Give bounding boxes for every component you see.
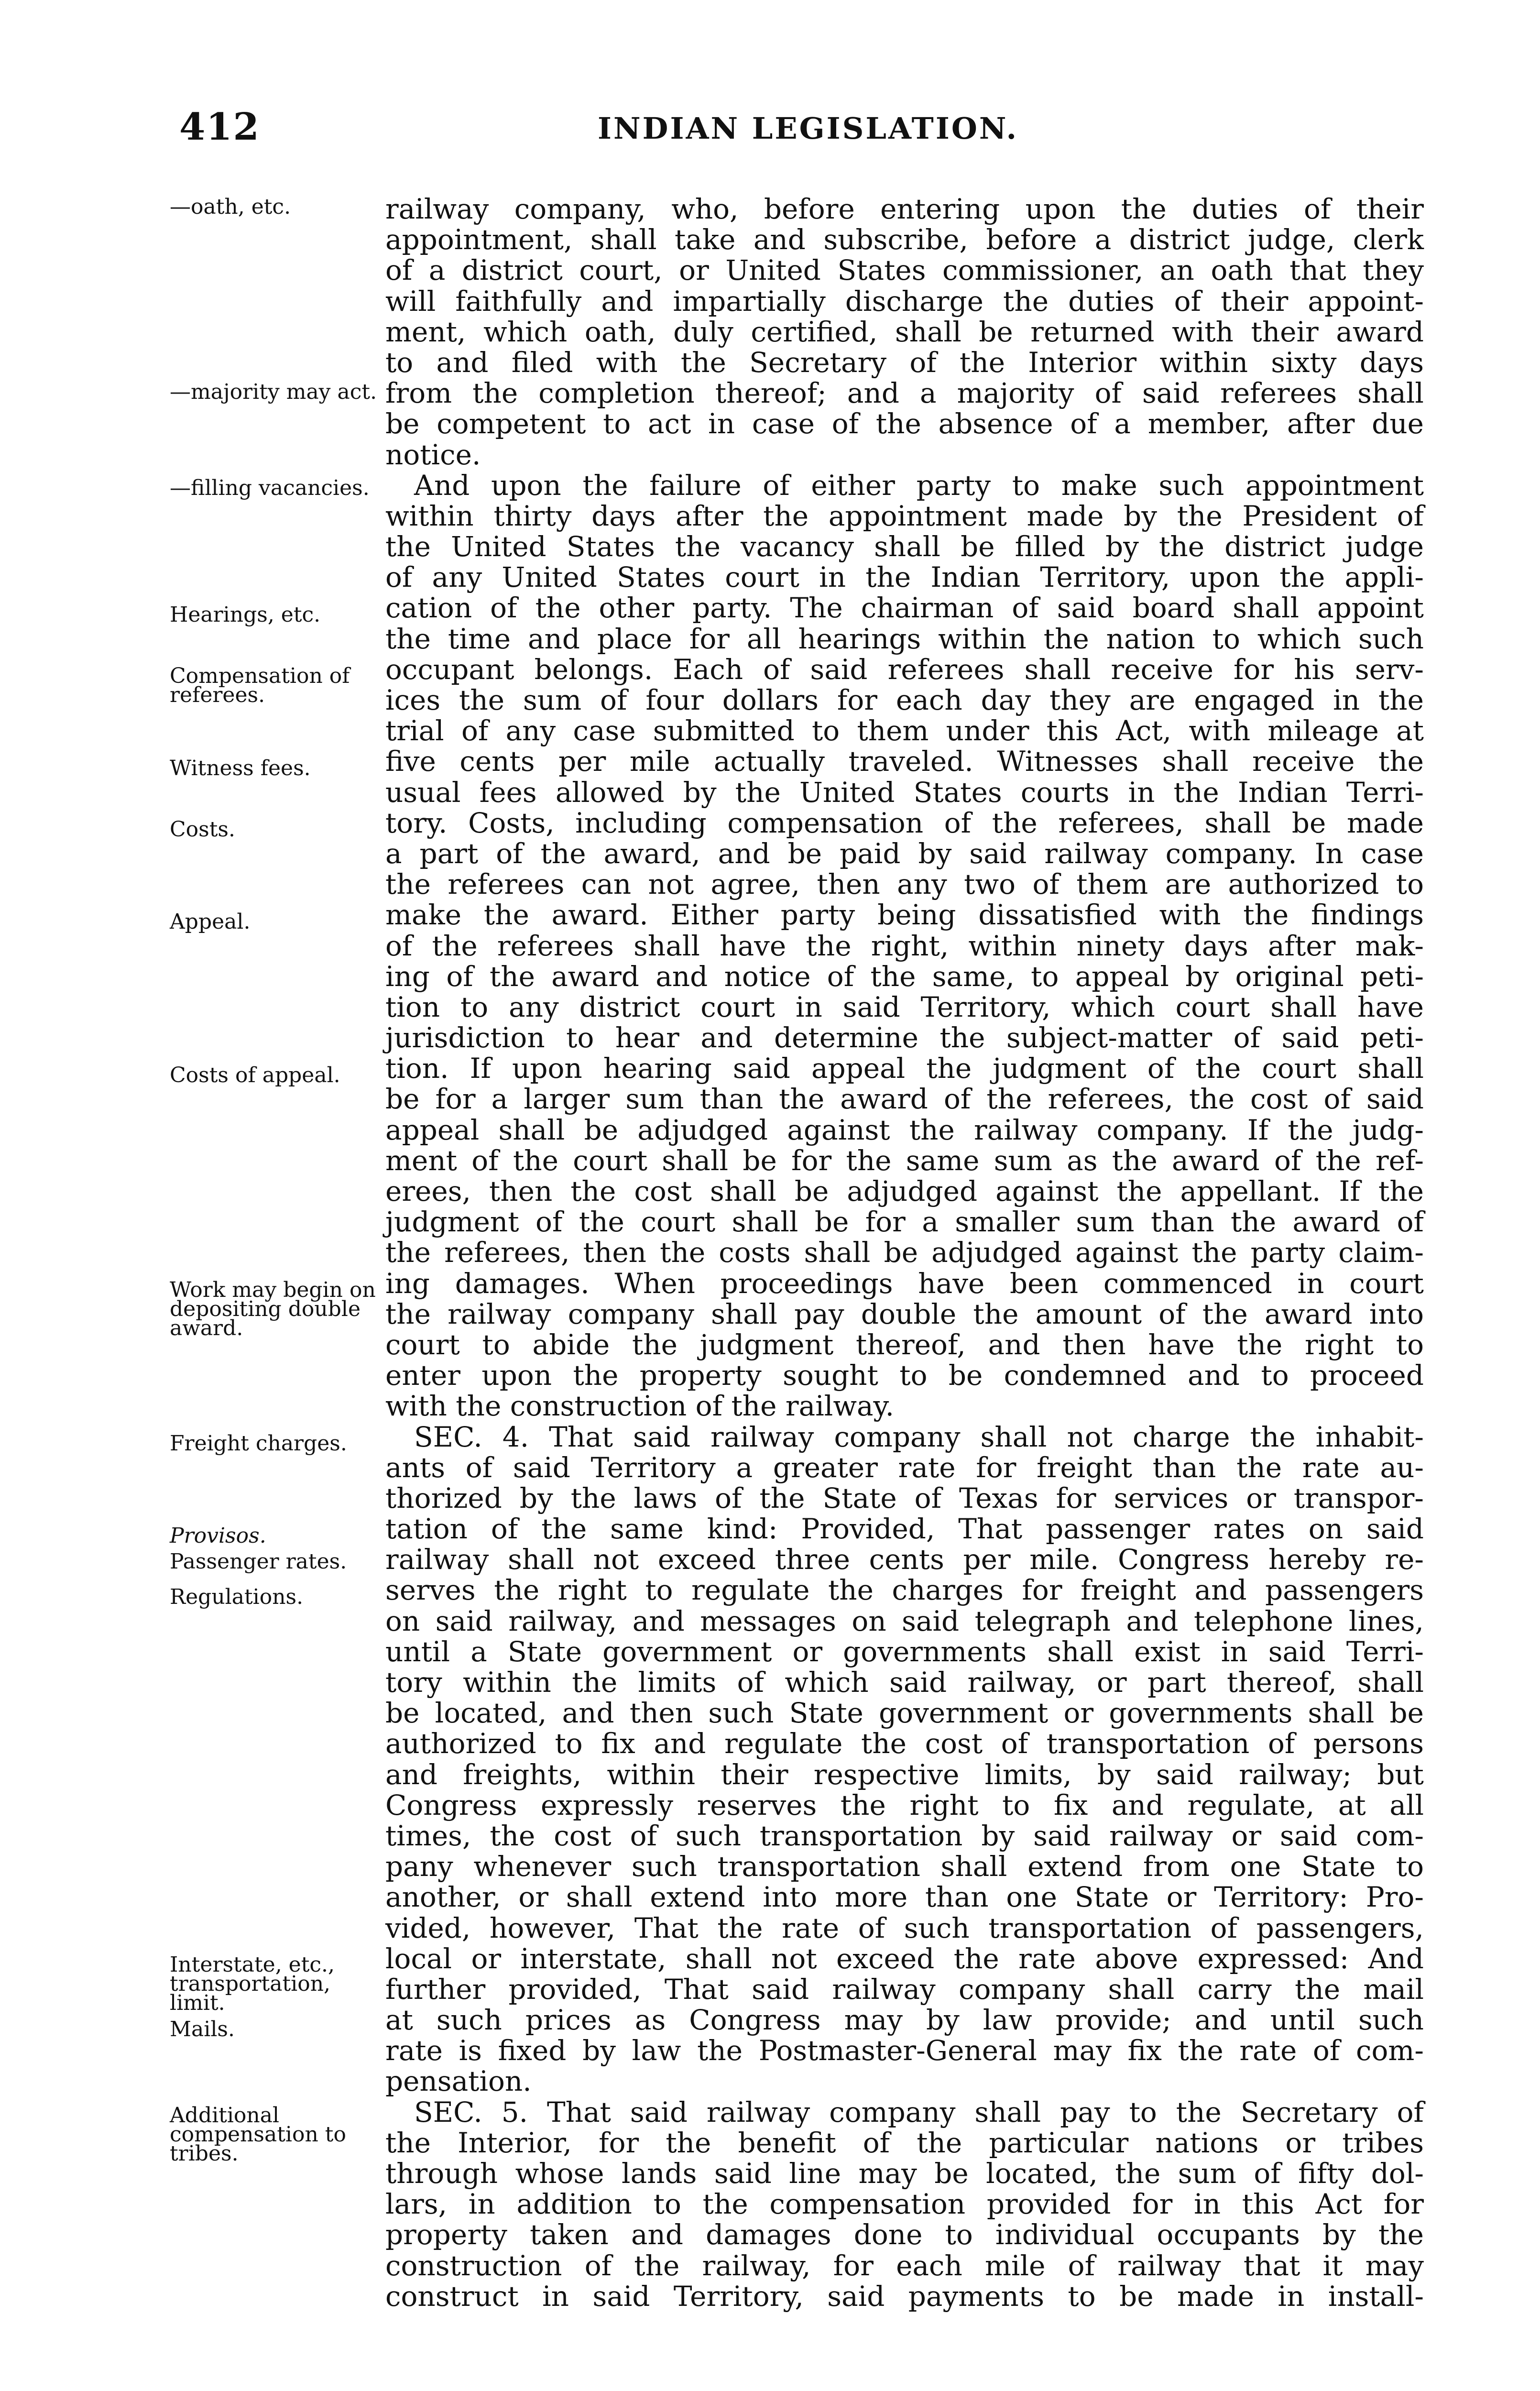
- text-line: the United States the vacancy shall be filled by the district judge: [385, 530, 1424, 563]
- side-note-filling-vacancies: —filling vacancies.: [170, 476, 370, 500]
- text-line: serves the right to regulate the charges for freight and passengers: [385, 1574, 1424, 1607]
- text-line: appeal shall be adjudged against the railway company. If the judg-: [385, 1113, 1424, 1146]
- text-line: railway company, who, before entering upon the duties of their: [385, 193, 1424, 225]
- text-line: property taken and damages done to individual occupants by the: [385, 2218, 1424, 2251]
- text-line: cation of the other party. The chairman of said board shall appoint: [385, 592, 1424, 625]
- running-head: INDIAN LEGISLATION.: [598, 111, 1019, 146]
- text-line: And upon the failure of either party to make such appointment: [414, 469, 1424, 502]
- text-line: be for a larger sum than the award of the referees, the cost of said: [385, 1083, 1424, 1116]
- text-line: occupant belongs. Each of said referees shall receive for his serv-: [385, 653, 1424, 686]
- side-note-interstate: Interstate, etc., transportation, limit.: [170, 1952, 335, 2015]
- text-line: ices the sum of four dollars for each day they are engaged in the: [385, 684, 1424, 716]
- text-line: of any United States court in the Indian Territory, upon the appli-: [385, 561, 1424, 594]
- text-line: the referees can not agree, then any two of them are authorized to: [385, 868, 1424, 901]
- text-line: through whose lands said line may be located, the sum of fifty dol-: [385, 2157, 1424, 2190]
- text-line: ment, which oath, duly certified, shall be returned with their award: [385, 315, 1424, 348]
- text-line: erees, then the cost shall be adjudged against the appellant. If the: [385, 1175, 1424, 1207]
- text-line: with the construction of the railway.: [385, 1390, 895, 1423]
- side-note-provisos: [170, 1526, 385, 1546]
- text-line: the referees, then the costs shall be adjudged against the party claim-: [385, 1236, 1424, 1269]
- text-line: be competent to act in case of the absence of a member, after due: [385, 407, 1424, 440]
- text-line: from the completion thereof; and a majority of said referees shall: [385, 377, 1424, 410]
- text-line: pany whenever such transportation shall extend from one State to: [385, 1850, 1424, 1883]
- text-line: ment of the court shall be for the same sum as the award of the ref-: [385, 1144, 1424, 1177]
- text-line: pensation.: [385, 2065, 532, 2098]
- text-line: times, the cost of such transportation by said railway or said com-: [385, 1819, 1424, 1852]
- text-line: of a district court, or United States commissioner, an oath that they: [385, 254, 1424, 287]
- text-line: ing of the award and notice of the same, to appeal by original peti-: [385, 960, 1424, 993]
- side-note-freight-charges: Freight charges.: [170, 1431, 347, 1456]
- side-note-costs-of-appeal: Costs of appeal.: [170, 1063, 340, 1087]
- provisos-label: Provisos.: [170, 1524, 266, 1548]
- text-line: and freights, within their respective limits, by said railway; but: [385, 1758, 1424, 1791]
- body-text: [385, 194, 1424, 2312]
- text-line: trial of any case submitted to them under this Act, with mileage at: [385, 714, 1424, 747]
- text-line: SEC. 5. That said railway company shall pay to the Secretary of: [414, 2095, 1424, 2128]
- side-note-compensation-referees: Compensation of referees.: [170, 664, 350, 707]
- text-line: the time and place for all hearings within the nation to which such: [385, 622, 1424, 655]
- text-line: railway shall not exceed three cents per mile. Congress hereby re-: [385, 1543, 1424, 1576]
- side-note-work-may-begin: Work may begin on depositing double award.: [170, 1278, 376, 1340]
- text-line: within thirty days after the appointment made by the President of: [385, 499, 1424, 532]
- text-line: court to abide the judgment thereof, and then have the right to: [385, 1328, 1424, 1361]
- text-line: enter upon the property sought to be condemned and to proceed: [385, 1359, 1424, 1392]
- side-note-passenger-rates: Passenger rates.: [170, 1549, 347, 1574]
- side-note-mails: Mails.: [170, 2017, 235, 2041]
- page-number: 412: [179, 105, 260, 149]
- text-line: make the award. Either party being dissatisfied with the findings: [385, 899, 1424, 932]
- text-line: authorized to fix and regulate the cost of transportation of persons: [385, 1727, 1424, 1760]
- text-line: jurisdiction to hear and determine the subject-matter of said peti-: [385, 1021, 1424, 1054]
- text-line: to and filed with the Secretary of the Interior within sixty days: [385, 346, 1424, 379]
- text-line: notice.: [385, 438, 481, 471]
- text-line: tation of the same kind: Provided, That passenger rates on said: [385, 1513, 1424, 1546]
- side-note-majority: —majority may act.: [170, 380, 377, 404]
- side-note-regulations: Regulations.: [170, 1585, 304, 1609]
- text-line: rate is fixed by law the Postmaster-General may fix the rate of com-: [385, 2034, 1424, 2067]
- side-note-costs: Costs.: [170, 817, 235, 842]
- side-note-appeal: Appeal.: [170, 910, 251, 934]
- text-line: of the referees shall have the right, within ninety days after mak-: [385, 929, 1424, 962]
- text-line: tory within the limits of which said railway, or part thereof, shall: [385, 1666, 1424, 1699]
- text-line: ing damages. When proceedings have been commenced in court: [385, 1267, 1424, 1300]
- side-note-additional-compensation: Additional compensation to tribes.: [170, 2103, 346, 2166]
- text-line: construction of the railway, for each mile of railway that it may: [385, 2249, 1424, 2282]
- text-line: construct in said Territory, said payments to be made in install-: [385, 2280, 1424, 2313]
- text-line: on said railway, and messages on said telegraph and telephone lines,: [385, 1604, 1424, 1637]
- text-line: five cents per mile actually traveled. Witnesses shall receive the: [385, 745, 1424, 778]
- text-line: further provided, That said railway company shall carry the mail: [385, 1973, 1424, 2006]
- text-line: tion. If upon hearing said appeal the judgment of the court shall: [385, 1052, 1424, 1085]
- text-line: lars, in addition to the compensation provided for in this Act for: [385, 2188, 1424, 2221]
- side-note-witness-fees: Witness fees.: [170, 756, 311, 780]
- text-line: a part of the award, and be paid by said railway company. In case: [385, 837, 1424, 870]
- text-line: be located, and then such State government or governments shall be: [385, 1697, 1424, 1730]
- text-line: appointment, shall take and subscribe, before a district judge, clerk: [385, 223, 1424, 256]
- side-note-hearings: Hearings, etc.: [170, 603, 321, 627]
- text-line: until a State government or governments shall exist in said Terri-: [385, 1635, 1424, 1668]
- text-line: ants of said Territory a greater rate for freight than the rate au-: [385, 1451, 1424, 1484]
- text-line: tory. Costs, including compensation of the referees, shall be made: [385, 806, 1424, 839]
- text-line: will faithfully and impartially discharge the duties of their appoint-: [385, 285, 1424, 318]
- text-line: Congress expressly reserves the right to fix and regulate, at all: [385, 1788, 1424, 1821]
- side-note-oath: —oath, etc.: [170, 195, 291, 219]
- text-line: local or interstate, shall not exceed the rate above expressed: And: [385, 1942, 1424, 1975]
- text-line: judgment of the court shall be for a smaller sum than the award of: [385, 1206, 1424, 1239]
- text-line: thorized by the laws of the State of Texas for services or transpor-: [385, 1481, 1424, 1514]
- text-line: at such prices as Congress may by law provide; and until such: [385, 2004, 1424, 2037]
- text-line: vided, however, That the rate of such transportation of passengers,: [385, 1911, 1424, 1944]
- text-line: SEC. 4. That said railway company shall not charge the inhabit-: [414, 1420, 1424, 1453]
- text-line: the railway company shall pay double the amount of the award into: [385, 1297, 1424, 1330]
- text-line: the Interior, for the benefit of the particular nations or tribes: [385, 2126, 1424, 2159]
- text-line: tion to any district court in said Territory, which court shall have: [385, 990, 1424, 1023]
- text-line: usual fees allowed by the United States courts in the Indian Terri-: [385, 776, 1424, 809]
- text-line: another, or shall extend into more than one State or Territory: Pro-: [385, 1881, 1424, 1914]
